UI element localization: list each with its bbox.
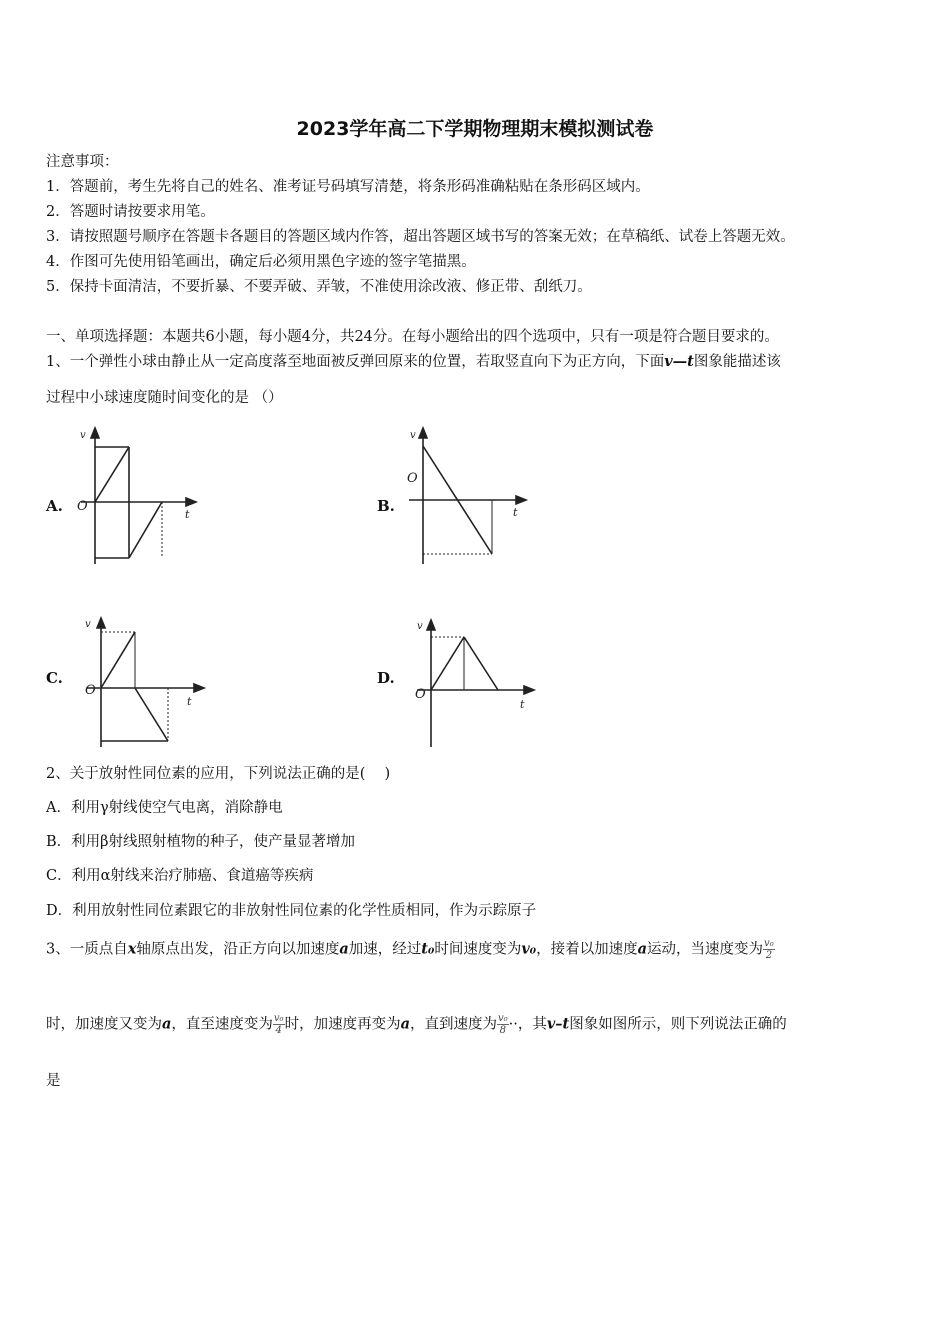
- notice-item-4: 4．作图可先使用铅笔画出，确定后必须用黑色字迹的签字笔描黑。: [46, 254, 476, 270]
- var-a: a: [162, 1015, 172, 1033]
- page-title: 2023学年高二下学期物理期末模拟测试卷: [296, 118, 654, 140]
- fraction-v0-over-2: [763, 938, 775, 961]
- q3-text: ··，其: [508, 1016, 547, 1033]
- frac-den: 4: [275, 1025, 282, 1036]
- q1-option-c-label[interactable]: C.: [46, 669, 63, 687]
- question-2-stem: 2、关于放射性同位素的应用，下列说法正确的是( ): [46, 766, 391, 782]
- q2-option-c[interactable]: C．利用α射线来治疗肺癌、食道癌等疾病: [46, 868, 314, 884]
- origin-label: O: [85, 683, 96, 698]
- notice-heading: 注意事项：: [46, 154, 119, 170]
- q3-text: 轴原点出发，沿正方向以加速度: [136, 941, 340, 958]
- origin-label: O: [407, 471, 418, 486]
- q3-text: 3、一质点自: [46, 941, 128, 958]
- frac-num: v₀: [273, 1013, 284, 1024]
- v-axis-label: v: [80, 430, 86, 441]
- t-axis-label: t: [520, 698, 525, 711]
- notice-item-2: 2．答题时请按要求用笔。: [46, 204, 215, 220]
- q3-text: ，直到速度为: [409, 1016, 497, 1033]
- q1-option-b-label[interactable]: B.: [377, 497, 395, 515]
- question-1-line-2: 过程中小球速度随时间变化的是 （）: [46, 390, 283, 406]
- question-1-line-1: [46, 352, 781, 372]
- q3-text: 图象如图所示，则下列说法正确的: [569, 1016, 787, 1033]
- fraction-v0-over-4: [273, 1013, 285, 1036]
- notice-item-3: 3．请按照题号顺序在答题卡各题目的答题区域内作答，超出答题区域书写的答案无效；在草稿纸、试卷上答题无效。: [46, 229, 795, 245]
- var-x: x: [127, 940, 137, 958]
- q3-text: 加速，经过: [348, 941, 422, 958]
- t-axis-label: t: [185, 508, 190, 521]
- q3-text: ，接着以加速度: [536, 941, 638, 958]
- q3-text: 时，加速度再变为: [284, 1016, 401, 1033]
- v-axis-label: v: [85, 619, 91, 630]
- fraction-v0-over-8: [497, 1013, 509, 1036]
- var-t0: t₀: [421, 940, 435, 958]
- var-vt: v–t: [546, 1015, 570, 1033]
- var-v0: v₀: [521, 940, 537, 958]
- question-3-line-1: [46, 938, 775, 961]
- notice-item-1: 1．答题前，考生先将自己的姓名、准考证号码填写清楚，将条形码准确粘贴在条形码区域内。: [46, 179, 650, 195]
- q3-text: 时间速度变为: [434, 941, 522, 958]
- q3-text: 时，加速度又变为: [46, 1016, 162, 1033]
- v-axis-label: v: [410, 430, 416, 441]
- frac-num: v₀: [497, 1013, 508, 1024]
- origin-label: O: [415, 687, 426, 702]
- t-axis-label: t: [187, 695, 192, 708]
- q1-option-d-label[interactable]: D.: [377, 669, 395, 687]
- question-3-line-2: [46, 1013, 787, 1036]
- frac-num: v₀: [764, 938, 774, 949]
- q3-text: ，直至速度变为: [171, 1016, 273, 1033]
- var-a: a: [637, 940, 648, 958]
- q2-option-b[interactable]: B．利用β射线照射植物的种子，使产量显著增加: [46, 834, 356, 850]
- q1-graph-c: [84, 612, 214, 752]
- q3-text: 运动，当速度变为: [647, 941, 764, 958]
- section-heading: 一、单项选择题：本题共6小题，每小题4分，共24分。在每小题给出的四个选项中，只有一项是符合题目要求的。: [46, 329, 779, 345]
- frac-den: 8: [499, 1025, 506, 1036]
- q1-graph-a: [76, 424, 206, 569]
- question-3-line-3: 是: [46, 1073, 61, 1089]
- q1-text-a: 1、一个弹性小球由静止从一定高度落至地面被反弹回原来的位置，若取竖直向下为正方向，下面: [46, 354, 665, 370]
- notice-item-5: 5．保持卡面清洁，不要折暴、不要弄破、弄皱，不准使用涂改液、修正带、刮纸刀。: [46, 279, 592, 295]
- q1-graph-b: [406, 424, 536, 569]
- origin-label: O: [77, 499, 88, 514]
- var-a: a: [339, 940, 349, 958]
- var-a: a: [400, 1015, 410, 1033]
- q2-option-d[interactable]: D．利用放射性同位素跟它的非放射性同位素的化学性质相同，作为示踪原子: [46, 903, 537, 919]
- q1-graph-d: [414, 614, 544, 754]
- t-axis-label: t: [513, 506, 518, 519]
- v-axis-label: v: [417, 621, 423, 632]
- q2-option-a[interactable]: A．利用γ射线使空气电离，消除静电: [46, 800, 283, 816]
- q1-option-a-label[interactable]: A.: [46, 497, 63, 515]
- frac-den: 2: [765, 950, 773, 961]
- q1-vt: v—t: [664, 353, 694, 370]
- q1-text-b: 图象能描述该: [693, 354, 781, 370]
